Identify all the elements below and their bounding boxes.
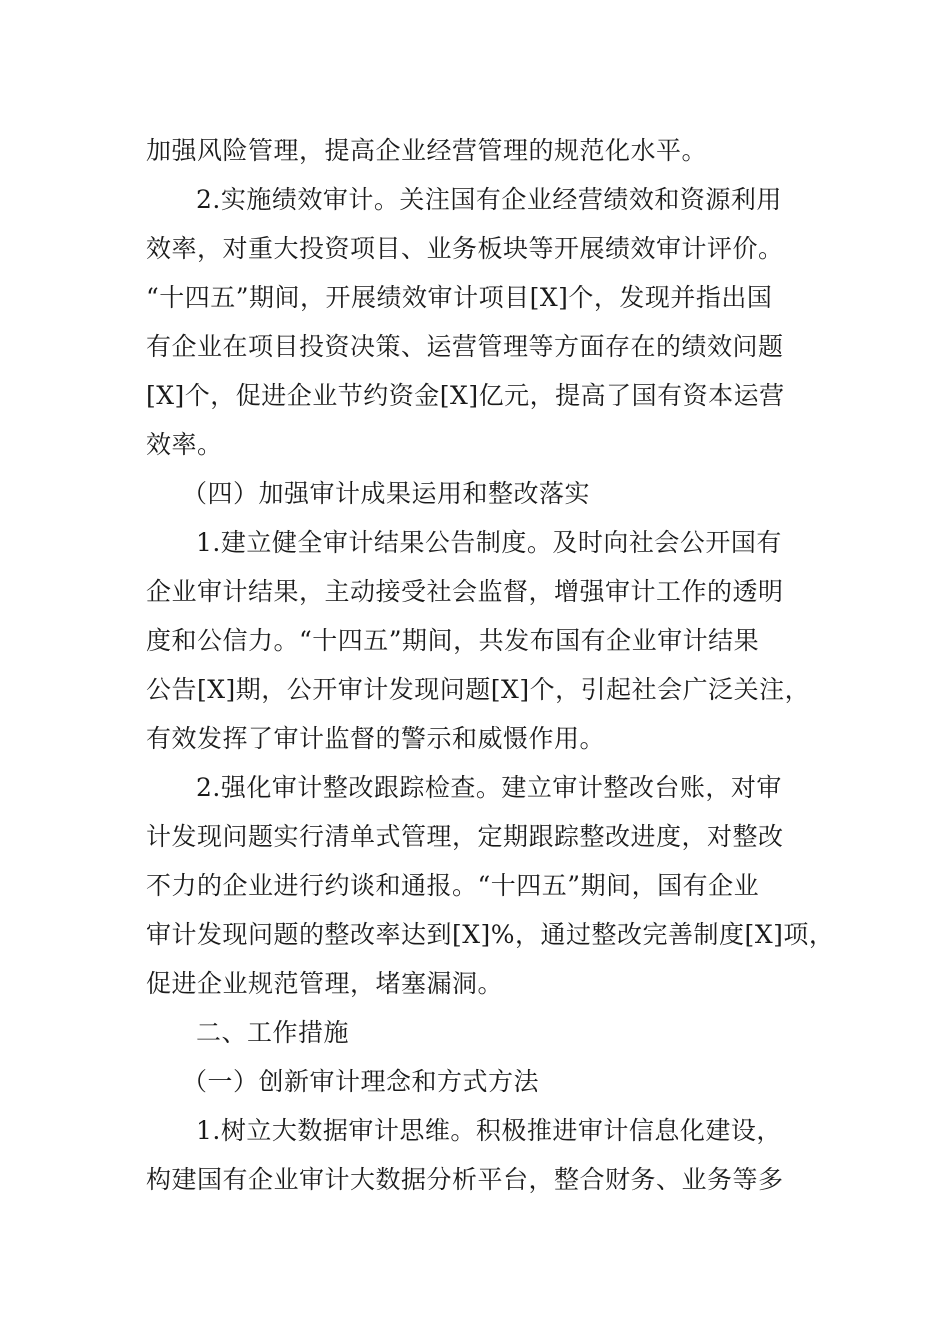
text-line: 1.树立大数据审计思维。积极推进审计信息化建设，: [196, 1116, 782, 1145]
text-line: 1.建立健全审计结果公告制度。及时向社会公开国有: [196, 528, 782, 557]
text-line: 构建国有企业审计大数据分析平台，整合财务、业务等多: [146, 1165, 784, 1194]
text-line: 企业审计结果，主动接受社会监督，增强审计工作的透明: [146, 577, 784, 606]
text-line: [X]个，促进企业节约资金[X]亿元，提高了国有资本运营: [146, 381, 785, 410]
text-line: 审计发现问题的整改率达到[X]%，通过整改完善制度[X]项，: [146, 920, 835, 949]
document-body: [146, 126, 835, 1204]
text-line: （一）创新审计理念和方式方法: [182, 1067, 540, 1096]
text-line: 度和公信力。“十四五”期间，共发布国有企业审计结果: [146, 626, 760, 655]
text-line: 二、工作措施: [196, 1018, 350, 1047]
text-line: 不力的企业进行约谈和通报。“十四五”期间，国有企业: [146, 871, 760, 900]
text-line: 有效发挥了审计监督的警示和威慑作用。: [146, 724, 606, 753]
text-line: 促进企业规范管理，堵塞漏洞。: [146, 969, 504, 998]
text-line: 公告[X]期，公开审计发现问题[X]个，引起社会广泛关注，: [146, 675, 811, 704]
text-line: 有企业在项目投资决策、运营管理等方面存在的绩效问题: [146, 332, 784, 361]
text-line: 效率，对重大投资项目、业务板块等开展绩效审计评价。: [146, 234, 784, 263]
text-line: （四）加强审计成果运用和整改落实: [182, 479, 591, 508]
text-line: 计发现问题实行清单式管理，定期跟踪整改进度，对整改: [146, 822, 784, 851]
text-line: 加强风险管理，提高企业经营管理的规范化水平。: [146, 136, 708, 165]
text-line: 效率。: [146, 430, 223, 459]
text-line: 2.实施绩效审计。关注国有企业经营绩效和资源利用: [196, 185, 782, 214]
text-line: 2.强化审计整改跟踪检查。建立审计整改台账，对审: [196, 773, 782, 802]
text-line: “十四五”期间，开展绩效审计项目[X]个，发现并指出国: [146, 283, 773, 312]
